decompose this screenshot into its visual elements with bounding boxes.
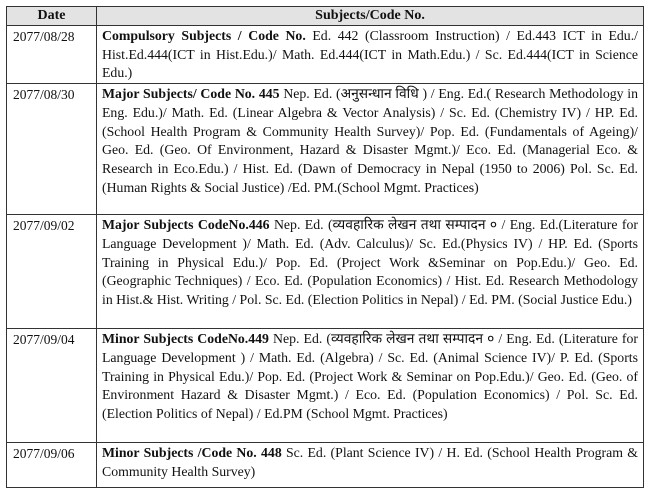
exam-date: 2077/08/30 — [7, 84, 97, 215]
subject-list: Nep. Ed. (व्यवहारिक लेखन तथा सम्पादन ० / Eng. Ed.(Literature for Language Development )/ Math. Ed. (Adv. Calculus)/ Sc. Ed.(Physics IV) / HP. Ed. (Sports Training in Physical Edu.)/ Pop. Ed. (Project Work &Seminar on Pop.Edu.)/ Geo. Ed. (Geographic Techniques) / Eco. Ed. (Population Economics) / Hist. Ed. Research Methodology in Hist.& Hist. Writing / Pol. Sc. Ed. (Election Politics in Nepal) / Ed. PM. (Social Justice Edu.) — [102, 217, 639, 307]
subject-group-label: Minor Subjects /Code No. 448 — [102, 445, 282, 461]
subjects-cell — [97, 215, 644, 329]
exam-date: 2077/09/02 — [7, 215, 97, 329]
exam-date: 2077/09/04 — [7, 329, 97, 443]
subject-group-label: Major Subjects/ Code No. 445 — [102, 86, 280, 102]
table-row — [7, 215, 644, 329]
date-column-header: Date — [7, 7, 97, 26]
subject-group-label: Major Subjects CodeNo.446 — [102, 217, 270, 233]
subjects-column-header: Subjects/Code No. — [97, 7, 644, 26]
subject-group-label: Minor Subjects CodeNo.449 — [102, 331, 269, 347]
table-row — [7, 26, 644, 84]
header-row — [7, 7, 644, 26]
table-row — [7, 329, 644, 443]
subject-list: Nep. Ed. (व्यवहारिक लेखन तथा सम्पादन ० / Eng. Ed. (Literature for Language Development ) / Math. Ed. (Algebra) / Sc. Ed. (Animal Science IV)/ P. Ed. (Sports Training in Physical Edu.)/ Pop. Ed. (Project Work & Seminar on Pop.Edu.)/ Geo. Ed. (Geo. of Environment Hazard & Disaster Mgmt.) / Eco. Ed. (Population Economics) / Pol. Sc. Ed.(Election Politics of Nepal) / Ed.PM (School Mgmt. Practices) — [102, 331, 638, 421]
subject-list: Ed. 442 (Classroom Instruction) / Ed.443 ICT in Edu./ Hist.Ed.444(ICT in Hist.Edu.)/ Math. Ed.444(ICT in Math.Edu.) / Sc. Ed.444(ICT in Science Edu.) — [102, 28, 638, 81]
subject-group-label: Compulsory Subjects / Code No. — [102, 28, 306, 43]
exam-schedule-table — [6, 6, 644, 488]
exam-date: 2077/08/28 — [7, 26, 97, 84]
subject-list: Sc. Ed. (Plant Science IV) / H. Ed. (School Health Program & Community Health Survey) — [102, 445, 638, 479]
table-row — [7, 443, 644, 488]
subjects-cell — [97, 329, 644, 443]
subjects-cell — [97, 443, 644, 488]
table-row — [7, 84, 644, 215]
subject-list: Nep. Ed. (अनुसन्धान विधि ) / Eng. Ed.( Research Methodology in Eng. Edu.)/ Math. Ed. (Linear Algebra & Vector Analysis) / Sc. Ed. (Chemistry IV) / HP. Ed. (School Health Program & Community Health Survey)/ Pop. Ed. (Fundamentals of Ageing)/ Geo. Ed. (Geo. Of Environment, Hazard & Disaster Mgmt.)/ Eco. Ed. (Managerial Eco. & Research in Eco.Edu.) / Hist. Ed. (Dawn of Democracy in Nepal (1950 to 2006) Pol. Sc. Ed. (Human Rights & Social Justice) /Ed. PM.(School Mgmt. Practices) — [102, 86, 638, 195]
exam-date: 2077/09/06 — [7, 443, 97, 488]
subjects-cell — [97, 84, 644, 215]
subjects-cell — [97, 26, 644, 84]
